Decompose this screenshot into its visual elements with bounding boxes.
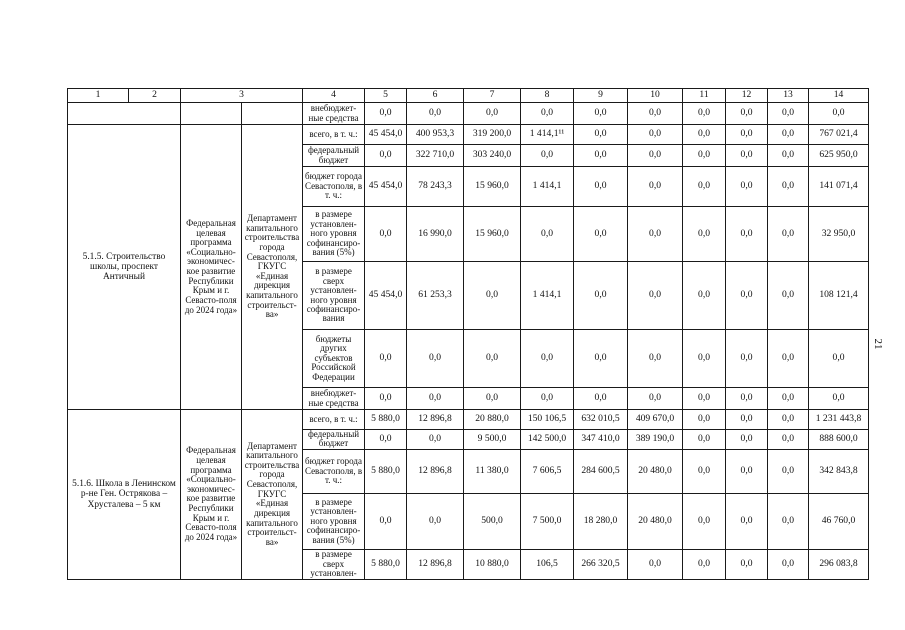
value-cell: 0,0 <box>628 549 683 579</box>
header-cell-2: 2 <box>129 89 181 103</box>
value-cell: 45 454,0 <box>365 262 407 330</box>
value-cell: 0,0 <box>768 430 809 450</box>
header-cell-10: 10 <box>628 89 683 103</box>
value-cell: 0,0 <box>574 103 628 125</box>
value-cell: 61 253,3 <box>407 262 464 330</box>
header-row <box>68 89 869 103</box>
value-cell: 11 380,0 <box>464 449 521 493</box>
value-cell: 0,0 <box>365 388 407 410</box>
header-cell-4: 4 <box>303 89 365 103</box>
header-cell-9: 9 <box>574 89 628 103</box>
value-cell: 0,0 <box>628 207 683 262</box>
value-cell: 7 606,5 <box>521 449 574 493</box>
value-cell: 45 454,0 <box>365 167 407 207</box>
value-cell: 0,0 <box>768 410 809 430</box>
value-cell: 15 960,0 <box>464 207 521 262</box>
header-cell-5: 5 <box>365 89 407 103</box>
value-cell: 0,0 <box>768 388 809 410</box>
header-cell-1: 1 <box>68 89 129 103</box>
header-cell-13: 13 <box>768 89 809 103</box>
value-cell: 400 953,3 <box>407 125 464 145</box>
value-cell: 0,0 <box>683 549 726 579</box>
value-cell: 15 960,0 <box>464 167 521 207</box>
value-cell: 78 243,3 <box>407 167 464 207</box>
header-cell-3: 3 <box>181 89 303 103</box>
value-cell: 0,0 <box>726 207 768 262</box>
funding-source: в размере сверх установлен- <box>303 549 365 579</box>
value-cell: 0,0 <box>365 145 407 167</box>
value-cell: 0,0 <box>726 549 768 579</box>
funding-source: федеральный бюджет <box>303 430 365 450</box>
header-cell-7: 7 <box>464 89 521 103</box>
value-cell: 303 240,0 <box>464 145 521 167</box>
value-cell: 0,0 <box>726 388 768 410</box>
value-cell: 20 480,0 <box>628 449 683 493</box>
value-cell: 0,0 <box>809 388 869 410</box>
value-cell: 0,0 <box>726 103 768 125</box>
value-cell: 389 190,0 <box>628 430 683 450</box>
value-cell: 16 990,0 <box>407 207 464 262</box>
value-cell: 347 410,0 <box>574 430 628 450</box>
value-cell: 0,0 <box>726 449 768 493</box>
value-cell: 0,0 <box>574 207 628 262</box>
page-number: 21 <box>872 338 884 350</box>
value-cell: 0,0 <box>574 167 628 207</box>
value-cell: 625 950,0 <box>809 145 869 167</box>
value-cell: 0,0 <box>628 125 683 145</box>
value-cell: 0,0 <box>809 330 869 388</box>
value-cell: 0,0 <box>726 493 768 549</box>
value-cell: 0,0 <box>365 103 407 125</box>
value-cell: 12 896,8 <box>407 549 464 579</box>
blank-cell <box>181 103 242 125</box>
value-cell: 0,0 <box>768 207 809 262</box>
value-cell: 1 414,1 <box>521 262 574 330</box>
funding-source: всего, в т. ч.: <box>303 125 365 145</box>
value-cell: 0,0 <box>574 125 628 145</box>
value-cell: 0,0 <box>574 262 628 330</box>
value-cell: 0,0 <box>768 449 809 493</box>
value-cell: 296 083,8 <box>809 549 869 579</box>
value-cell: 106,5 <box>521 549 574 579</box>
value-cell: 0,0 <box>464 103 521 125</box>
value-cell: 0,0 <box>683 430 726 450</box>
value-cell: 10 880,0 <box>464 549 521 579</box>
value-cell: 0,0 <box>726 330 768 388</box>
value-cell: 0,0 <box>683 103 726 125</box>
value-cell: 266 320,5 <box>574 549 628 579</box>
value-cell: 141 071,4 <box>809 167 869 207</box>
funding-source: бюджеты других субъектов Российской Федерации <box>303 330 365 388</box>
value-cell: 0,0 <box>365 330 407 388</box>
value-cell: 0,0 <box>628 330 683 388</box>
value-cell: 0,0 <box>628 145 683 167</box>
header-cell-14: 14 <box>809 89 869 103</box>
funding-source: федеральный бюджет <box>303 145 365 167</box>
value-cell: 322 710,0 <box>407 145 464 167</box>
value-cell: 1 414,1¹¹ <box>521 125 574 145</box>
table-row <box>68 125 869 145</box>
financing-table <box>67 88 869 580</box>
value-cell: 0,0 <box>407 103 464 125</box>
department-name: Департамент капитального строительства города Севастополя, ГКУГС «Единая дирекция капитального строительст-ва» <box>242 125 303 410</box>
value-cell: 0,0 <box>683 145 726 167</box>
value-cell: 108 121,4 <box>809 262 869 330</box>
value-cell: 150 106,5 <box>521 410 574 430</box>
value-cell: 12 896,8 <box>407 449 464 493</box>
value-cell: 0,0 <box>628 103 683 125</box>
object-name: 5.1.5. Строительство школы, проспект Античный <box>68 125 181 410</box>
value-cell: 0,0 <box>726 125 768 145</box>
value-cell: 0,0 <box>628 167 683 207</box>
blank-cell <box>68 103 181 125</box>
funding-source: внебюджет-ные средства <box>303 388 365 410</box>
value-cell: 0,0 <box>365 493 407 549</box>
value-cell: 12 896,8 <box>407 410 464 430</box>
value-cell: 0,0 <box>365 430 407 450</box>
value-cell: 5 880,0 <box>365 549 407 579</box>
value-cell: 0,0 <box>464 388 521 410</box>
value-cell: 1 414,1 <box>521 167 574 207</box>
value-cell: 0,0 <box>407 493 464 549</box>
value-cell: 0,0 <box>726 262 768 330</box>
funding-source: бюджет города Севастополя, в т. ч.: <box>303 449 365 493</box>
funding-source: всего, в т. ч.: <box>303 410 365 430</box>
value-cell: 9 500,0 <box>464 430 521 450</box>
value-cell: 0,0 <box>726 167 768 207</box>
value-cell: 5 880,0 <box>365 449 407 493</box>
value-cell: 0,0 <box>574 330 628 388</box>
header-cell-6: 6 <box>407 89 464 103</box>
value-cell: 0,0 <box>464 262 521 330</box>
funding-source: в размере установлен-ного уровня софинансиро-вания (5%) <box>303 207 365 262</box>
table-row <box>68 103 869 125</box>
value-cell: 0,0 <box>683 167 726 207</box>
value-cell: 0,0 <box>521 207 574 262</box>
value-cell: 0,0 <box>768 549 809 579</box>
value-cell: 32 950,0 <box>809 207 869 262</box>
value-cell: 0,0 <box>809 103 869 125</box>
value-cell: 0,0 <box>574 388 628 410</box>
value-cell: 0,0 <box>768 103 809 125</box>
value-cell: 0,0 <box>407 388 464 410</box>
value-cell: 142 500,0 <box>521 430 574 450</box>
department-name: Департамент капитального строительства города Севастополя, ГКУГС «Единая дирекция капитального строительст-ва» <box>242 410 303 580</box>
value-cell: 0,0 <box>683 262 726 330</box>
funding-source: внебюджет-ные средства <box>303 103 365 125</box>
value-cell: 5 880,0 <box>365 410 407 430</box>
value-cell: 0,0 <box>768 145 809 167</box>
value-cell: 632 010,5 <box>574 410 628 430</box>
value-cell: 0,0 <box>768 167 809 207</box>
value-cell: 0,0 <box>683 207 726 262</box>
value-cell: 0,0 <box>683 449 726 493</box>
value-cell: 888 600,0 <box>809 430 869 450</box>
funding-source: в размере сверх установлен-ного уровня софинансиро-вания <box>303 262 365 330</box>
value-cell: 18 280,0 <box>574 493 628 549</box>
value-cell: 0,0 <box>683 410 726 430</box>
header-cell-8: 8 <box>521 89 574 103</box>
value-cell: 500,0 <box>464 493 521 549</box>
value-cell: 0,0 <box>726 145 768 167</box>
blank-cell <box>242 103 303 125</box>
value-cell: 0,0 <box>768 493 809 549</box>
program-name: Федеральная целевая программа «Социально-экономичес-кое развитие Республики Крым и г. Севасто-поля до 2024 года» <box>181 125 242 410</box>
object-name: 5.1.6. Школа в Ленинском р-не Ген. Острякова – Хрусталева – 5 км <box>68 410 181 580</box>
value-cell: 0,0 <box>683 493 726 549</box>
value-cell: 0,0 <box>726 430 768 450</box>
value-cell: 0,0 <box>628 262 683 330</box>
value-cell: 1 231 443,8 <box>809 410 869 430</box>
value-cell: 0,0 <box>521 388 574 410</box>
value-cell: 409 670,0 <box>628 410 683 430</box>
table-row <box>68 410 869 430</box>
program-name: Федеральная целевая программа «Социально-экономичес-кое развитие Республики Крым и г. Севасто-поля до 2024 года» <box>181 410 242 580</box>
value-cell: 46 760,0 <box>809 493 869 549</box>
value-cell: 284 600,5 <box>574 449 628 493</box>
value-cell: 0,0 <box>768 262 809 330</box>
value-cell: 767 021,4 <box>809 125 869 145</box>
value-cell: 20 880,0 <box>464 410 521 430</box>
funding-source: бюджет города Севастополя, в т. ч.: <box>303 167 365 207</box>
value-cell: 0,0 <box>683 125 726 145</box>
value-cell: 0,0 <box>683 330 726 388</box>
value-cell: 319 200,0 <box>464 125 521 145</box>
value-cell: 0,0 <box>521 330 574 388</box>
value-cell: 45 454,0 <box>365 125 407 145</box>
header-cell-11: 11 <box>683 89 726 103</box>
value-cell: 342 843,8 <box>809 449 869 493</box>
value-cell: 0,0 <box>407 330 464 388</box>
value-cell: 0,0 <box>683 388 726 410</box>
value-cell: 0,0 <box>768 330 809 388</box>
value-cell: 0,0 <box>574 145 628 167</box>
value-cell: 7 500,0 <box>521 493 574 549</box>
funding-source: в размере установлен-ного уровня софинансиро-вания (5%) <box>303 493 365 549</box>
value-cell: 0,0 <box>628 388 683 410</box>
value-cell: 0,0 <box>521 145 574 167</box>
header-cell-12: 12 <box>726 89 768 103</box>
value-cell: 20 480,0 <box>628 493 683 549</box>
value-cell: 0,0 <box>768 125 809 145</box>
value-cell: 0,0 <box>464 330 521 388</box>
value-cell: 0,0 <box>521 103 574 125</box>
value-cell: 0,0 <box>726 410 768 430</box>
value-cell: 0,0 <box>407 430 464 450</box>
value-cell: 0,0 <box>365 207 407 262</box>
